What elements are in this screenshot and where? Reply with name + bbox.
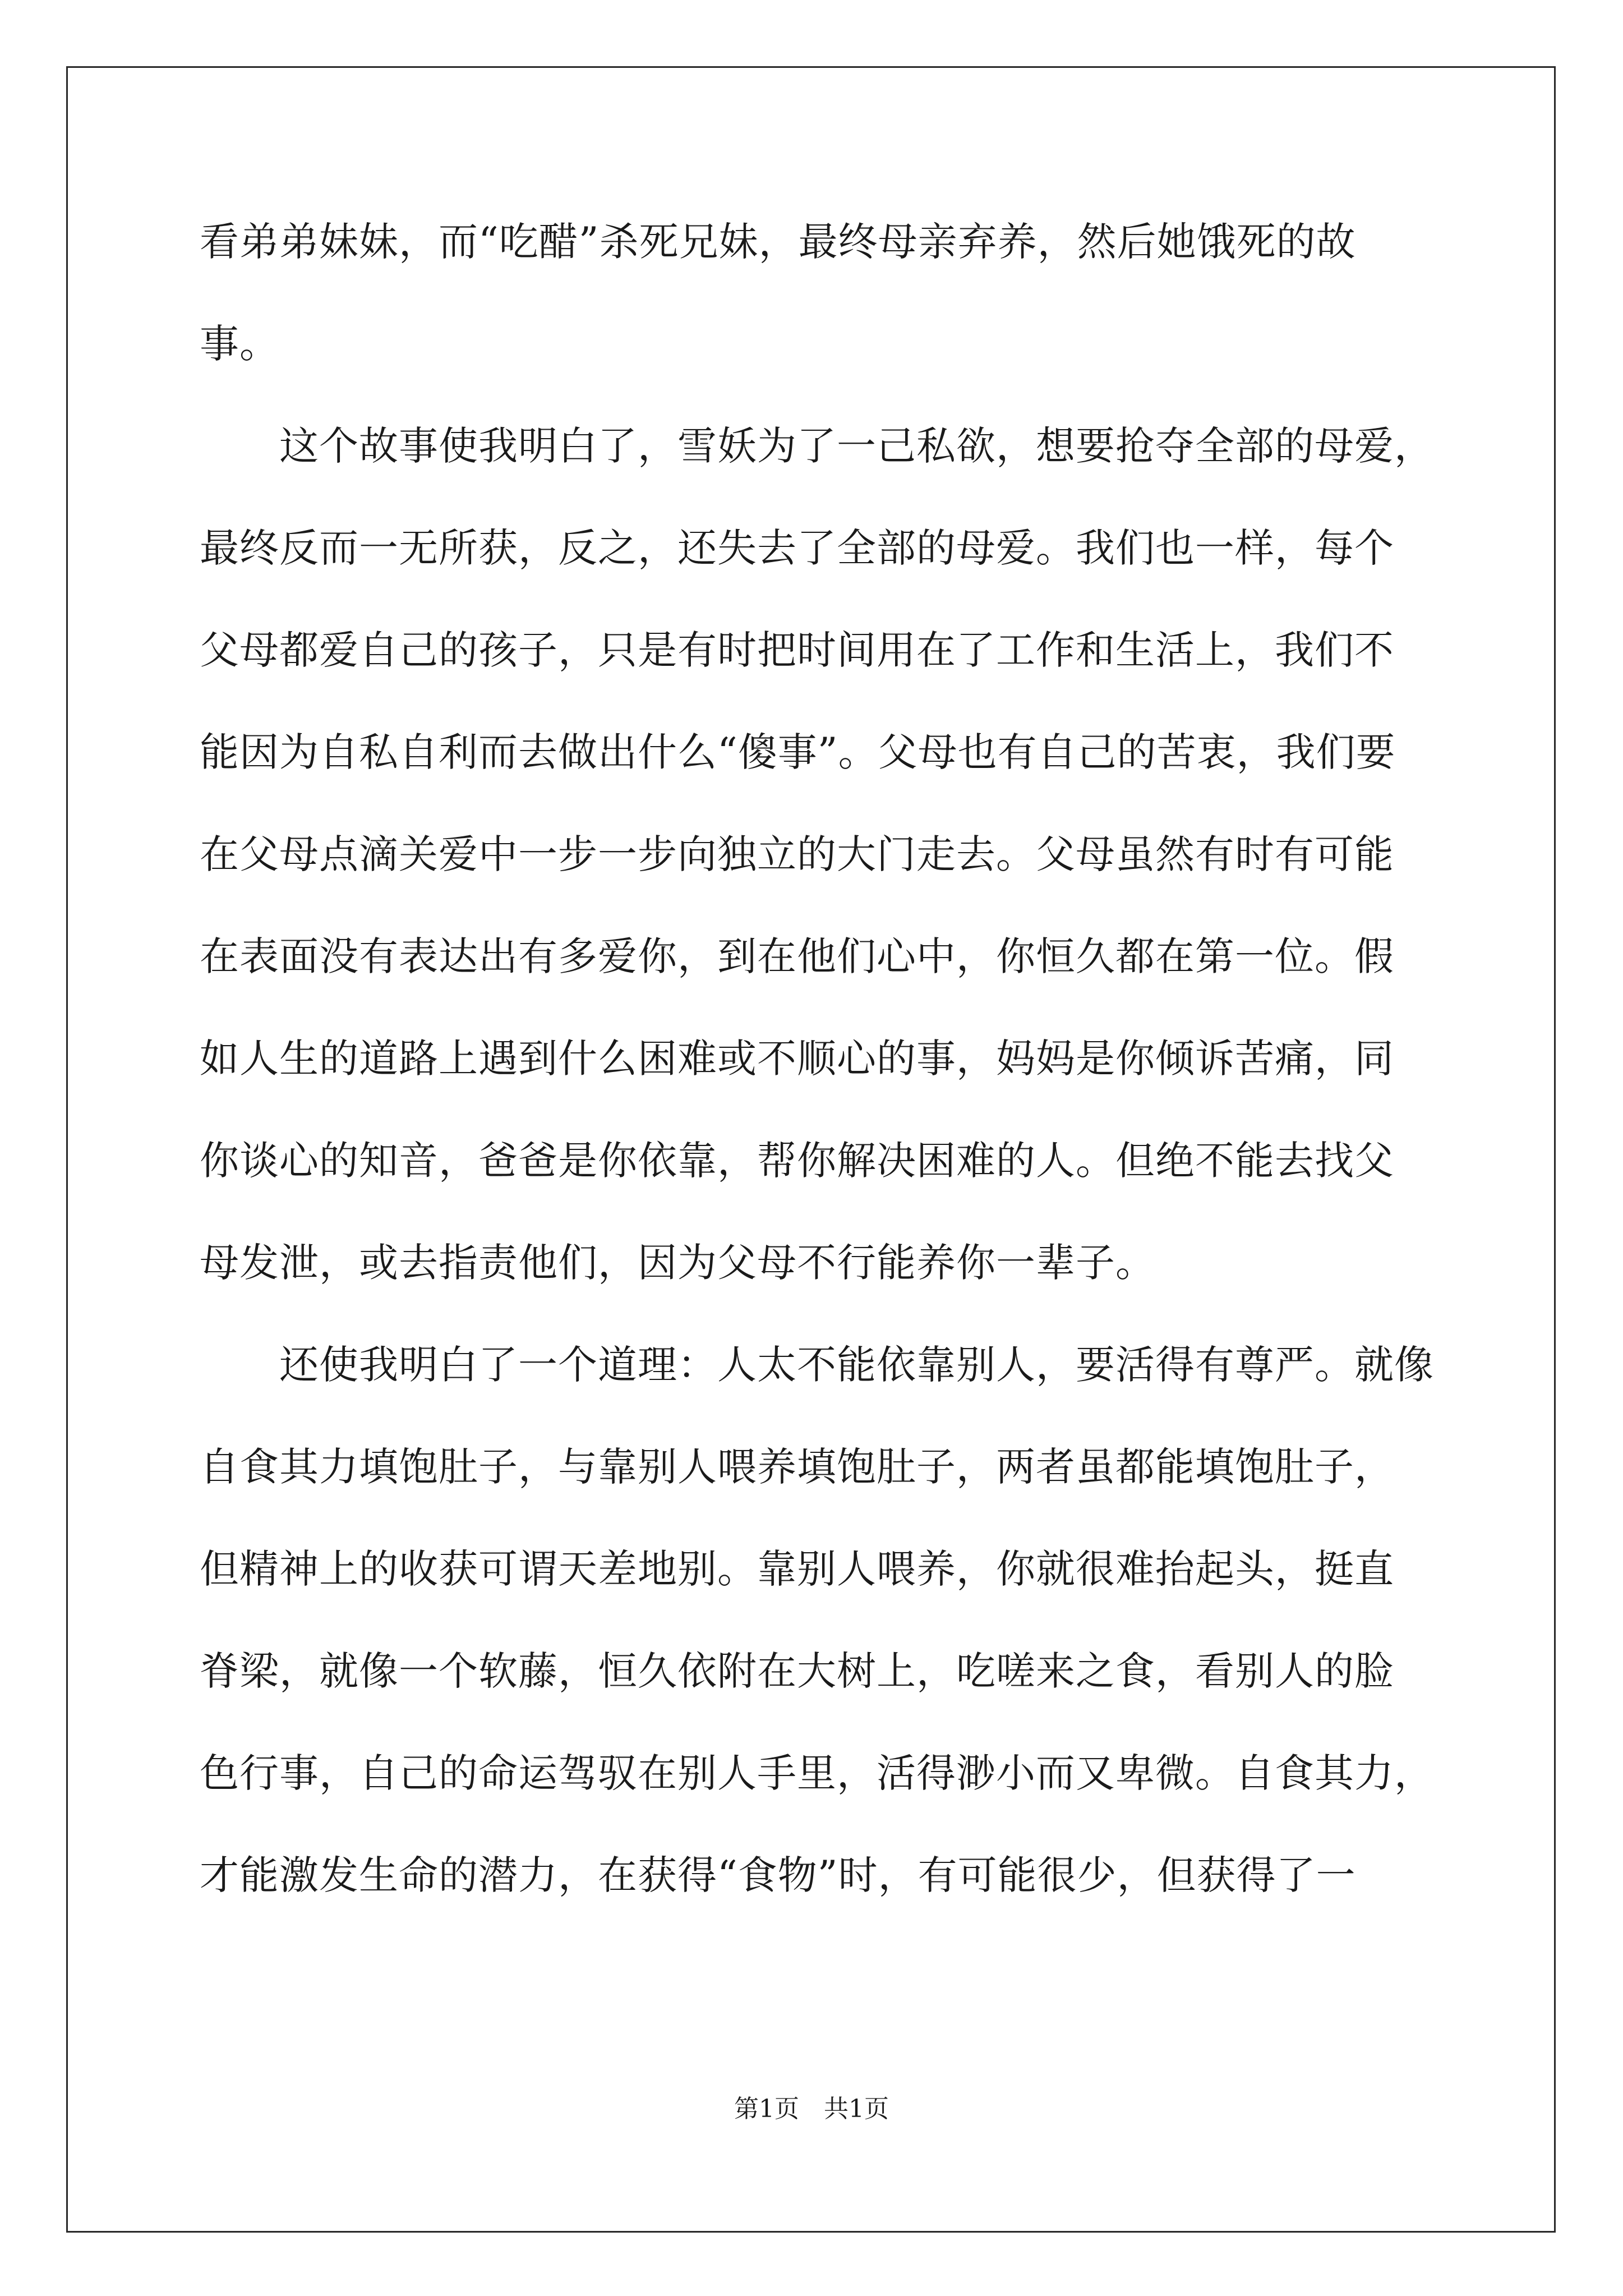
page-number-label: 第1页 共1页 bbox=[734, 2095, 889, 2123]
text-line: 在表面没有表达出有多爱你，到在他们心中，你恒久都在第一位。假 bbox=[200, 933, 1394, 979]
text-line: 还使我明白了一个道理：人太不能依靠别人，要活得有尊严。就像 bbox=[200, 1342, 1434, 1388]
text-line: 脊梁，就像一个软藤，恒久依附在大树上，吃嗟来之食，看别人的脸 bbox=[200, 1648, 1394, 1694]
text-line: 但精神上的收获可谓天差地别。靠别人喂养，你就很难抬起头，挺直 bbox=[200, 1546, 1394, 1592]
text-line: 看弟弟妹妹，而“吃醋”杀死兄妹，最终母亲弃养，然后她饿死的故 bbox=[200, 219, 1356, 265]
text-line: 事。 bbox=[200, 321, 279, 367]
page-footer bbox=[0, 2092, 1623, 2126]
text-line: 才能激发生命的潜力，在获得“食物”时，有可能很少，但获得了一 bbox=[200, 1852, 1356, 1898]
text-line: 如人生的道路上遇到什么困难或不顺心的事，妈妈是你倾诉苦痛，同 bbox=[200, 1036, 1394, 1082]
text-line: 最终反而一无所获，反之，还失去了全部的母爱。我们也一样，每个 bbox=[200, 525, 1394, 571]
text-line: 在父母点滴关爱中一步一步向独立的大门走去。父母虽然有时有可能 bbox=[200, 831, 1394, 877]
text-line: 父母都爱自己的孩子，只是有时把时间用在了工作和生活上，我们不 bbox=[200, 627, 1394, 673]
text-line: 这个故事使我明白了，雪妖为了一己私欲，想要抢夺全部的母爱， bbox=[200, 423, 1434, 469]
text-line: 母发泄，或去指责他们，因为父母不行能养你一辈子。 bbox=[200, 1240, 1155, 1286]
text-line: 自食其力填饱肚子，与靠别人喂养填饱肚子，两者虽都能填饱肚子， bbox=[200, 1444, 1394, 1490]
text-line: 色行事，自己的命运驾驭在别人手里，活得渺小而又卑微。自食其力， bbox=[200, 1750, 1434, 1796]
text-line: 能因为自私自利而去做出什么“傻事”。父母也有自己的苦衷，我们要 bbox=[200, 729, 1396, 775]
text-line: 你谈心的知音，爸爸是你依靠，帮你解决困难的人。但绝不能去找父 bbox=[200, 1138, 1394, 1184]
document-body bbox=[200, 191, 1433, 1926]
